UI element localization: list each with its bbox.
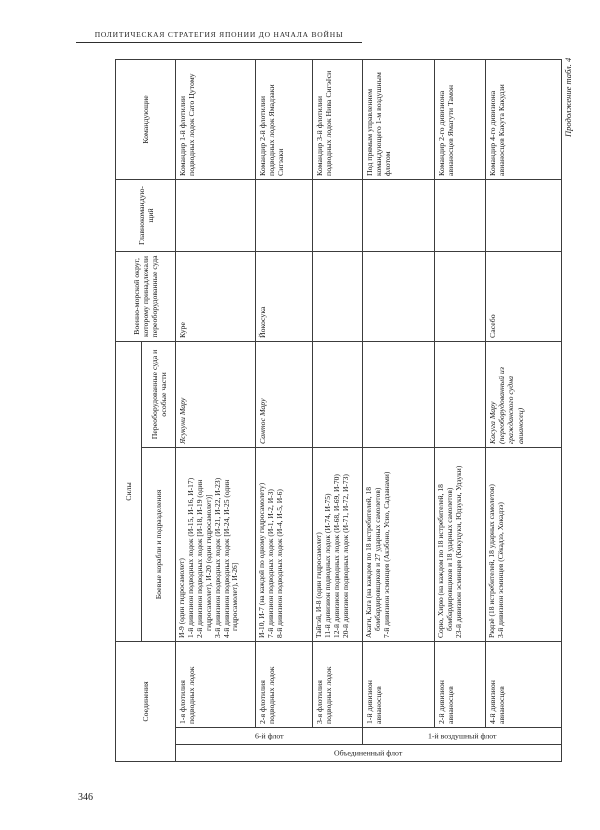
table-row [313, 59, 363, 761]
converted-vessel-cell [435, 341, 486, 447]
forces-cell [363, 447, 435, 641]
cinc-cell [435, 179, 486, 251]
commander-cell: Командир 3-й флотилии подводных лодок Нива Сигэёси [313, 59, 363, 179]
group-label-6th-fleet [176, 728, 363, 745]
cinc-cell [313, 179, 363, 251]
force-item: 7-й дивизион эсминцев (Акэбоно, Усио, Садзанами) [381, 471, 391, 638]
cinc-cell [176, 179, 256, 251]
forces-cell [435, 447, 486, 641]
table-row [363, 59, 435, 761]
group-label-text: 6-й флот [254, 731, 284, 741]
header-row-1 [116, 59, 142, 761]
naval-district-cell [435, 251, 486, 341]
cinc-cell [256, 179, 313, 251]
converted-vessel-cell: Ясукуни Мару [176, 341, 256, 447]
force-item: 7-й дивизион подводных лодок (И-1, И-2, И-3) [265, 489, 275, 638]
force-item: 4-й дивизион подводных лодок [И-24, И-25 (один гидросамолет), И-26] [221, 479, 240, 638]
commander-cell: Командир 1-й флотилии подводных лодок Сато Цутому [176, 59, 256, 179]
force-item: 1-й дивизион подводных лодок (И-15, И-16, И-17) [185, 477, 195, 638]
force-item: 12-й дивизион подводных лодок (И-68, И-69, И-70) [331, 474, 341, 638]
commander-cell: Командир 4-го дивизиона авианосцев Какута Какудзи [486, 59, 562, 179]
commander-cell: Командир 2-го дивизиона авианосцев Ямагути Тамон [435, 59, 486, 179]
table-caption [563, 58, 583, 178]
naval-district-cell [313, 251, 363, 341]
force-item: Рюдзё (18 истребителей, 18 ударных самолетов) [487, 484, 496, 638]
naval-district-cell: Йокосука [256, 251, 313, 341]
force-item: Акаги, Кага (на каждом по 18 истребителей, 18 бомбардировщиков и 27 ударных самолетов) [364, 486, 382, 638]
converted-vessel-cell [363, 341, 435, 447]
page-number: 346 [78, 792, 93, 803]
group-label-text: 1-й воздушный флот [427, 731, 497, 741]
force-item: Тайгэй, И-8 (один гидросамолет) [314, 532, 323, 638]
naval-district-cell: Сасебо [486, 251, 562, 341]
group-label-text: Объединенный флот [334, 748, 403, 758]
col-header-naval-district: Военно-морской округ, которому принадлежали переоборудованные суда [116, 251, 176, 341]
force-item: 2-й дивизион подводных лодок [И-18, И-19 (один гидросамолет), И-20 (один гидросамолет)] [194, 479, 213, 638]
commander-cell: Командир 2-й флотилии подводных лодок Ямадзаки Сигэаки [256, 59, 313, 179]
running-header-text: ПОЛИТИЧЕСКАЯ СТРАТЕГИЯ ЯПОНИИ ДО НАЧАЛА ВОЙНЫ [94, 30, 344, 39]
naval-district-cell [363, 251, 435, 341]
rotated-table-container [115, 60, 561, 762]
formation-cell: 2-я флотилия подводных лодок [256, 641, 313, 727]
formation-cell: 1-я флотилия подводных лодок [176, 641, 256, 727]
col-header-forces: Силы [116, 341, 142, 641]
formation-cell: 2-й дивизион авианосцев [435, 641, 486, 727]
cinc-cell [363, 179, 435, 251]
forces-cell [486, 447, 562, 641]
col-header-combat-ships: Боевые корабли и подразделения [142, 447, 176, 641]
formation-cell: 1-й дивизион авианосцев [363, 641, 435, 727]
force-item: 8-й дивизион подводных лодок (И-4, И-5, И-6) [274, 489, 284, 638]
forces-cell [256, 447, 313, 641]
force-item: 3-й дивизион эсминцев (Сёкадзэ, Хокадзэ) [495, 502, 505, 638]
force-item: 23-й дивизион эсминцев (Кикуцуки, Юдзуки, Удзуки) [453, 465, 463, 638]
table-row [176, 59, 256, 761]
converted-vessel-cell: Касуга Мару (переоборудованный из гражданского судна авианосец) [486, 341, 562, 447]
col-header-cinc: Главнокомандующий [116, 179, 176, 251]
force-item: 3-й дивизион подводных лодок (И-21, И-22, И-23) [212, 477, 222, 638]
commander-cell: Под прямым управлением командующего 1-м воздушным флотом [363, 59, 435, 179]
fleet-table [115, 59, 562, 762]
table-caption-text: Продолжение табл. 4 [563, 58, 573, 138]
formation-cell: 3-я флотилия подводных лодок [313, 641, 363, 727]
converted-vessel-cell: Сантос Мару [256, 341, 313, 447]
running-header [76, 30, 362, 43]
force-item: 20-й дивизион подводных лодок (И-71, И-72, И-73) [340, 474, 350, 638]
force-item: 11-й дивизион подводных лодок (И-74, И-75) [322, 493, 332, 638]
col-header-converted-vessels: Переоборудованные суда и особые части [142, 341, 176, 447]
naval-district-cell: Куре [176, 251, 256, 341]
forces-cell [176, 447, 256, 641]
table-row [435, 59, 486, 761]
group-label-1st-air-fleet [363, 728, 562, 745]
force-item: И-9 (один гидросамолет) [177, 558, 186, 638]
cinc-cell [486, 179, 562, 251]
force-item: И-10, И-7 (на каждой по одному гидросамолету) [257, 482, 266, 638]
converted-vessel-cell [313, 341, 363, 447]
table-row [256, 59, 313, 761]
col-header-commanders: Командующие [116, 59, 176, 179]
col-header-formations: Соединения [116, 641, 176, 761]
forces-cell [313, 447, 363, 641]
formation-cell: 4-й дивизион авианосцев [486, 641, 562, 727]
group-label-combined-fleet [176, 745, 562, 762]
table-row [486, 59, 562, 761]
force-item: Сорю, Хирю (на каждом по 18 истребителей, 18 бомбардировщиков и 18 ударных самолетов) [436, 484, 454, 638]
